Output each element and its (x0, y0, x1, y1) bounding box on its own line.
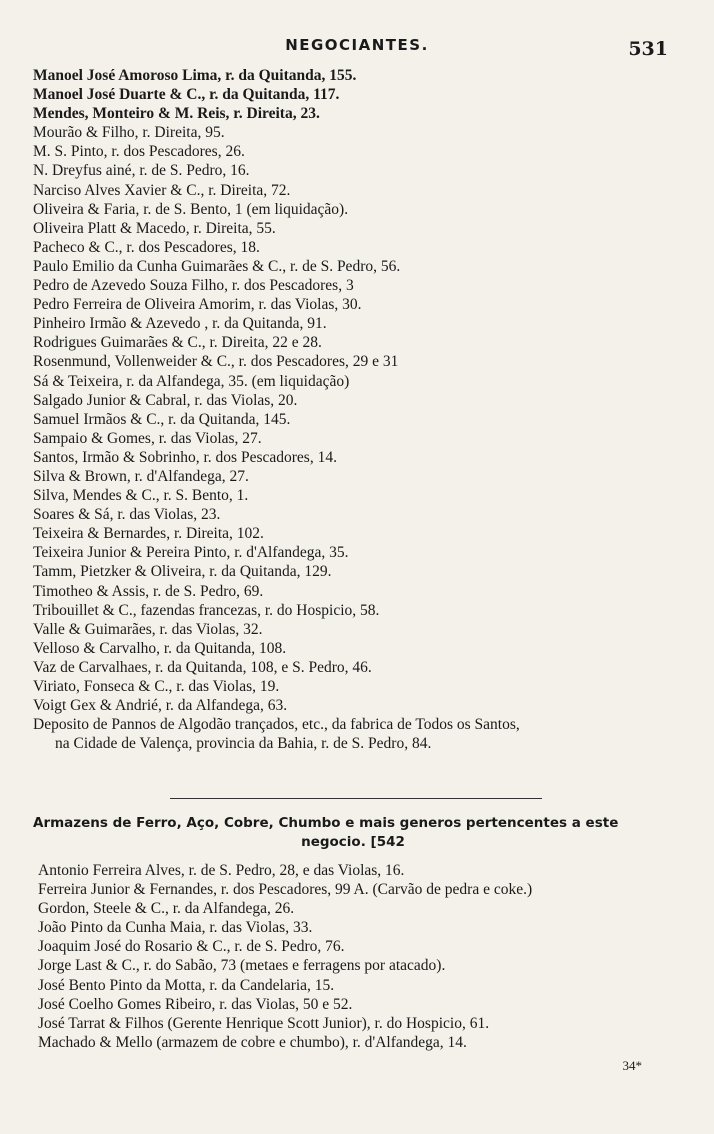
list-item: Rodrigues Guimarães & C., r. Direita, 22 e 28. (33, 334, 322, 352)
list-item: Silva & Brown, r. d'Alfandega, 27. (33, 467, 249, 485)
list-item: Jorge Last & C., r. do Sabão, 73 (metaes e ferragens por atacado). (38, 957, 446, 975)
section-heading-line: negocio. [542 (301, 834, 405, 850)
list-item: Soares & Sá, r. das Violas, 23. (33, 506, 221, 524)
list-item: Mourão & Filho, r. Direita, 95. (33, 124, 225, 142)
list-item: Voigt Gex & Andrié, r. da Alfandega, 63. (33, 697, 288, 715)
list-item: Ferreira Junior & Fernandes, r. dos Pescadores, 99 A. (Carvão de pedra e coke.) (38, 881, 533, 899)
list-item: Manoel José Amoroso Lima, r. da Quitanda, 155. (33, 67, 357, 84)
list-item: Santos, Irmão & Sobrinho, r. dos Pescadores, 14. (33, 448, 337, 466)
list-item: Oliveira & Faria, r. de S. Bento, 1 (em liquidação). (33, 200, 349, 218)
list-item: Vaz de Carvalhaes, r. da Quitanda, 108, e S. Pedro, 46. (33, 658, 372, 676)
list-item: Samuel Irmãos & C., r. da Quitanda, 145. (33, 410, 291, 428)
list-item: Velloso & Carvalho, r. da Quitanda, 108. (33, 639, 287, 657)
list-item-continuation: na Cidade de Valença, provincia da Bahia, r. de S. Pedro, 84. (55, 735, 432, 753)
list-item: Deposito de Pannos de Algodão trançados, etc., da fabrica de Todos os Santos, (33, 716, 520, 734)
list-item: Viriato, Fonseca & C., r. das Violas, 19. (33, 678, 280, 695)
list-item: Timotheo & Assis, r. de S. Pedro, 69. (33, 582, 264, 600)
list-item: Rosenmund, Vollenweider & C., r. dos Pescadores, 29 e 31 (33, 353, 399, 371)
list-item: Antonio Ferreira Alves, r. de S. Pedro, 28, e das Violas, 16. (38, 862, 405, 879)
section-heading-line: Armazens de Ferro, Aço, Cobre, Chumbo e mais generos pertencentes a este (33, 815, 619, 831)
list-item: Joaquim José do Rosario & C., r. de S. Pedro, 76. (38, 938, 345, 956)
warehouse-list (38, 861, 678, 1052)
list-item: Silva, Mendes & C., r. S. Bento, 1. (33, 487, 249, 505)
section-heading (33, 814, 673, 852)
list-item: Manoel José Duarte & C., r. da Quitanda, 117. (33, 86, 340, 104)
signature-mark: 34* (622, 1058, 642, 1073)
list-item: Teixeira & Bernardes, r. Direita, 102. (33, 525, 264, 543)
list-item: Oliveira Platt & Macedo, r. Direita, 55. (33, 219, 276, 237)
list-item: Pacheco & C., r. dos Pescadores, 18. (33, 238, 260, 256)
list-item: José Tarrat & Filhos (Gerente Henrique Scott Junior), r. do Hospicio, 61. (38, 1014, 490, 1032)
list-item: Pedro Ferreira de Oliveira Amorim, r. das Violas, 30. (33, 296, 362, 314)
list-item: Mendes, Monteiro & M. Reis, r. Direita, 23. (33, 105, 320, 123)
list-item: Paulo Emilio da Cunha Guimarães & C., r. de S. Pedro, 56. (33, 257, 401, 275)
list-item: João Pinto da Cunha Maia, r. das Violas, 33. (38, 919, 313, 937)
list-item: Sá & Teixeira, r. da Alfandega, 35. (em liquidação) (33, 372, 350, 390)
list-item: N. Dreyfus ainé, r. de S. Pedro, 16. (33, 162, 250, 180)
list-item: Teixeira Junior & Pereira Pinto, r. d'Alfandega, 35. (33, 544, 349, 562)
list-item: Valle & Guimarães, r. das Violas, 32. (33, 620, 263, 638)
list-item: Machado & Mello (armazem de cobre e chumbo), r. d'Alfandega, 14. (38, 1033, 467, 1051)
list-item: Pinheiro Irmão & Azevedo , r. da Quitanda, 91. (33, 315, 327, 333)
section-divider (170, 798, 542, 799)
list-item: Pedro de Azevedo Souza Filho, r. dos Pescadores, 3 (33, 277, 354, 295)
list-item: Salgado Junior & Cabral, r. das Violas, 20. (33, 391, 298, 409)
merchant-list (33, 66, 673, 753)
list-item: Sampaio & Gomes, r. das Violas, 27. (33, 429, 262, 447)
page-title: NEGOCIANTES. (285, 36, 429, 54)
list-item: Narciso Alves Xavier & C., r. Direita, 72. (33, 181, 291, 199)
list-item: José Bento Pinto da Motta, r. da Candelaria, 15. (38, 976, 335, 994)
list-item: Tribouillet & C., fazendas francezas, r. do Hospicio, 58. (33, 601, 380, 619)
page-header (0, 36, 714, 60)
list-item: José Coelho Gomes Ribeiro, r. das Violas, 50 e 52. (38, 995, 353, 1013)
list-item: Tamm, Pietzker & Oliveira, r. da Quitanda, 129. (33, 563, 332, 581)
list-item: M. S. Pinto, r. dos Pescadores, 26. (33, 143, 245, 161)
page-number: 531 (628, 38, 668, 60)
list-item: Gordon, Steele & C., r. da Alfandega, 26. (38, 900, 295, 918)
